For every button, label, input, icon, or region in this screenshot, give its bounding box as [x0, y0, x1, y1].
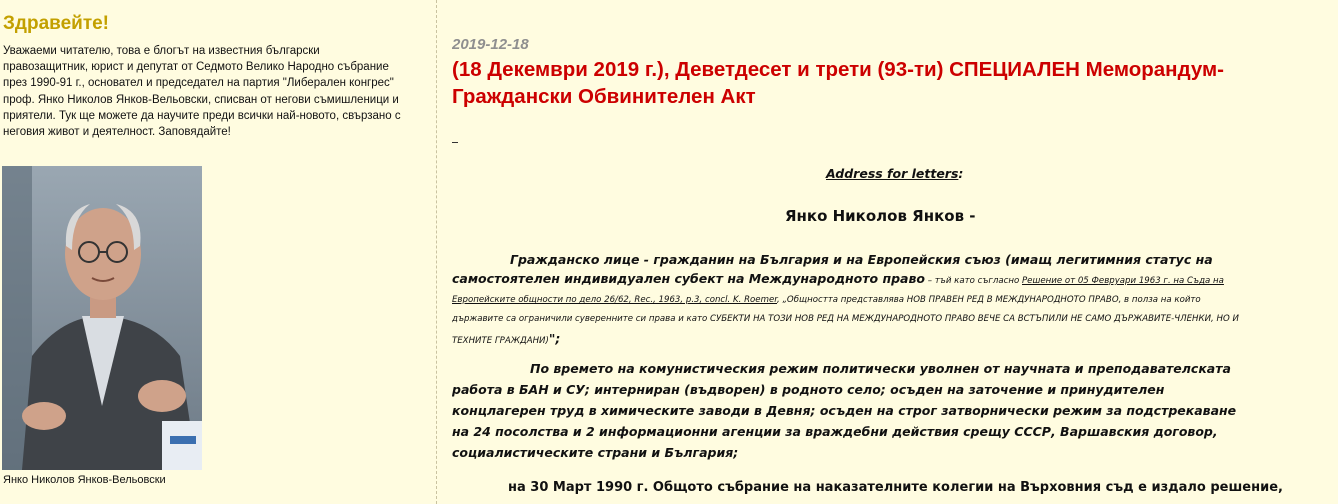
status-line-2-note: – тъй като съгласно	[924, 276, 1022, 286]
author-name: Янко Николов Янков -	[785, 207, 976, 225]
court-case-link[interactable]: Европейските общности по дело 26/62, Rec., 1963, p.3, concl. K. Roemer	[452, 295, 778, 305]
history-line: на 24 посолства и 2 информационни агенции за враждебни действия срещу СССР, Варшавския договор,	[452, 424, 1218, 439]
history-line: работа в БАН и СУ; интерниран (въдворен) в родното село; осъден на заточение и принудителен	[452, 382, 1165, 397]
history-line: По времето на комунистическия режим политически уволнен от научната и преподавателската	[530, 361, 1231, 376]
status-line-2: самостоятелен индивидуален субект на Международното право	[452, 271, 925, 286]
address-label	[826, 166, 963, 181]
history-paragraph	[452, 358, 1338, 463]
greeting-heading: Здравейте!	[3, 13, 110, 34]
rehabilitation-paragraph: на 30 Март 1990 г. Общото събрание на наказателните колегии на Върховния съд е издало решение,	[508, 480, 1283, 495]
address-label-text: Address for letters	[826, 166, 959, 181]
post-date: 2019-12-18	[452, 36, 529, 53]
empty-link[interactable]	[452, 131, 458, 143]
history-line: социалистическите страни и България;	[452, 445, 739, 460]
post-title[interactable]: (18 Декември 2019 г.), Деветдесет и трети (93-ти) СПЕЦИАЛЕН Меморандум-Граждански Обвинителен Акт	[452, 58, 1224, 108]
status-line-3: , „Общността представлява НОВ ПРАВЕН РЕД В МЕЖДУНАРОДНОТО ПРАВО, в полза на който	[777, 295, 1201, 305]
status-line-1: Гражданско лице - гражданин на България и на Европейския съюз (имащ легитимния статус на	[510, 252, 1213, 267]
status-line-5-end: ";	[548, 331, 561, 346]
status-line-4: държавите са ограничили суверенните си права и като СУБЕКТИ НА ТОЗИ НОВ РЕД НА МЕЖДУНАРОДНОТО ПРАВО ВЕЧЕ СА ВСТЪПИЛИ НЕ САМО ДЪРЖАВИТЕ-ЧЛЕНКИ, НО И	[452, 314, 1239, 324]
status-paragraph	[452, 250, 1338, 351]
photo-caption: Янко Николов Янков-Вельовски	[3, 474, 166, 486]
author-photo	[2, 166, 202, 470]
status-line-5: ТЕХНИТЕ ГРАЖДАНИ)	[452, 336, 549, 346]
address-colon: :	[958, 166, 964, 181]
post-content	[452, 0, 1338, 504]
blog-intro-text: Уважаеми читателю, това е блогът на известния български правозащитник, юрист и депутат от Седмото Велико Народно събрание през 1990-91 г., основател и председател на партия "Либерален конгрес" проф. Янко Николов Янков-Вельовски, списван от негови съмишленици и приятели. Тук ще можете да научите преди всички най-новото, свързано с неговия живот и деятелност. Заповядайте!	[3, 45, 401, 139]
sidebar	[0, 0, 437, 504]
history-line: концлагерен труд в химическите заводи в Девня; осъден на строг затворнически режим за подстрекаване	[452, 403, 1237, 418]
court-decision-link[interactable]: Решение от 05 Февруари 1963 г. на Съда на	[1022, 276, 1224, 286]
author-photo-illustration	[2, 166, 202, 470]
